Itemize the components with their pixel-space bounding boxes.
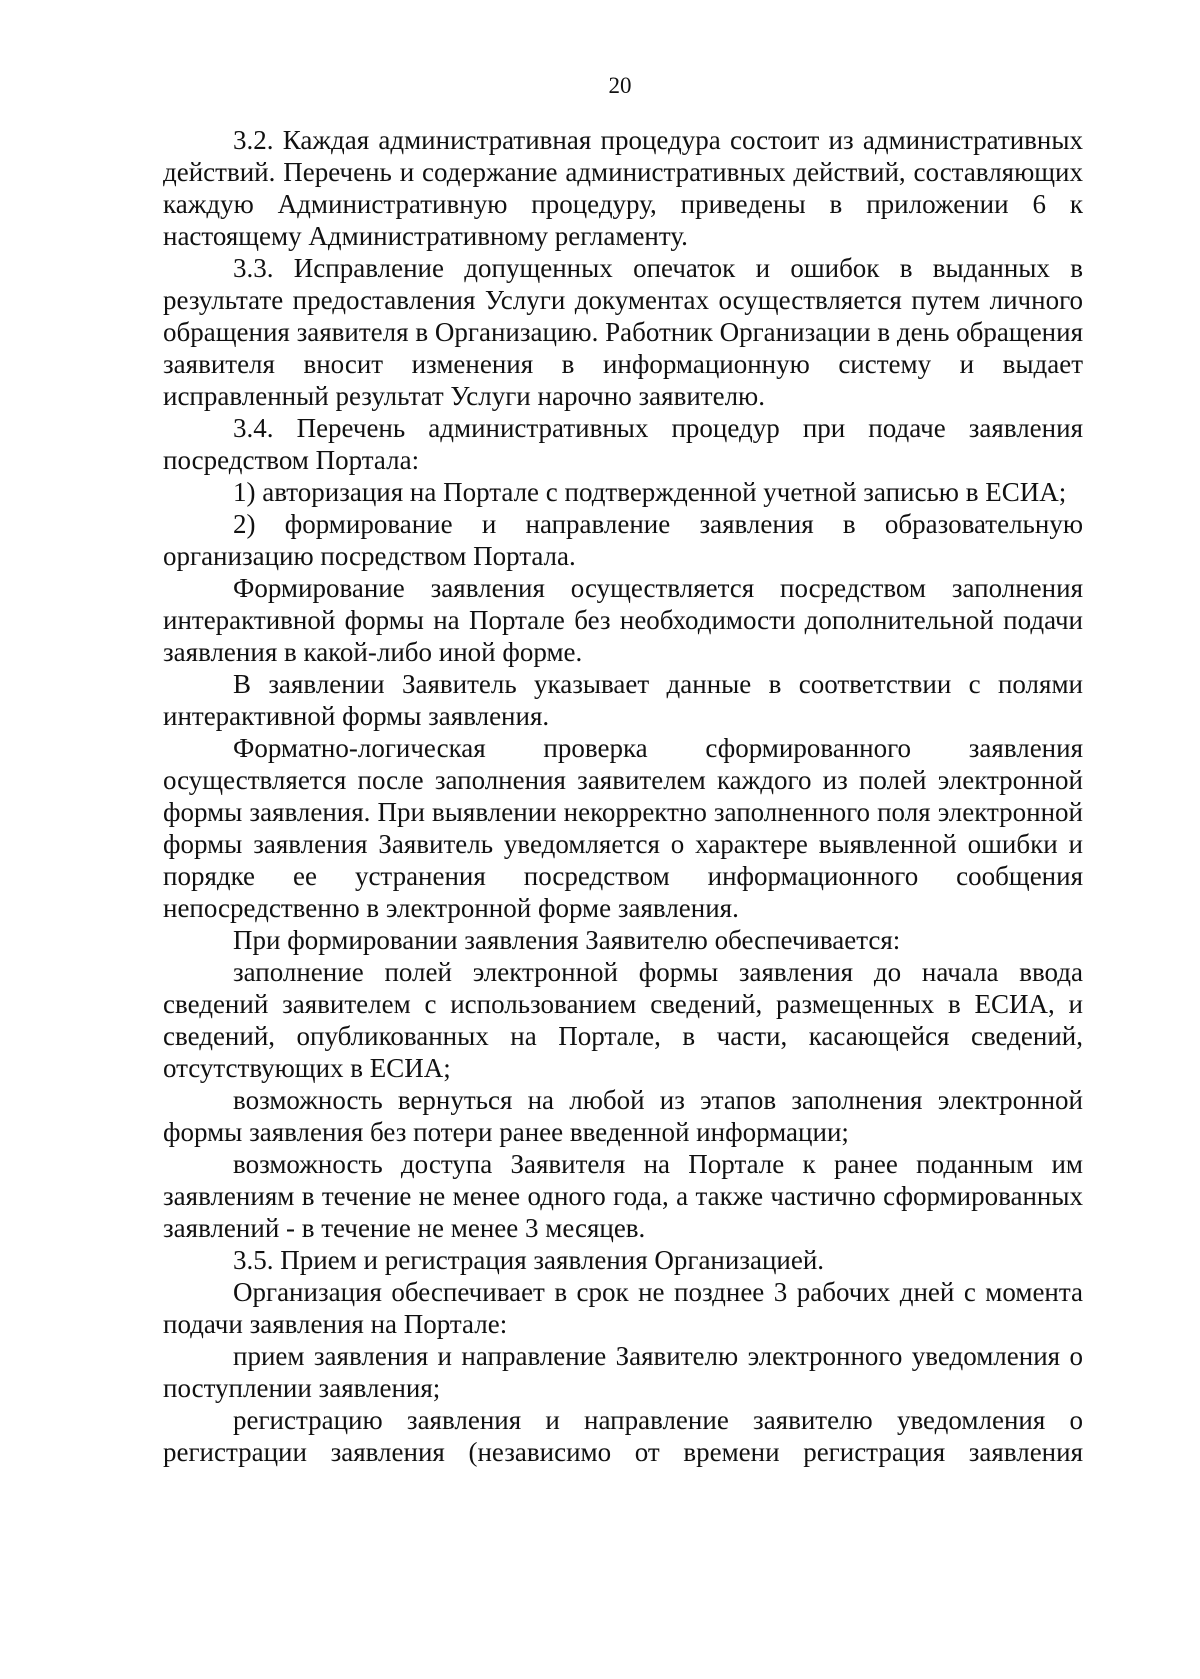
document-body: [163, 124, 1083, 1468]
list-item-1: 1) авторизация на Портале с подтвержденной учетной записью в ЕСИА;: [233, 477, 1067, 507]
paragraph-access: возможность доступа Заявителя на Портале к ранее поданным им заявлениям в течение не менее одного года, а также частично сформированных заявлений - в течение не менее 3 месяцев.: [163, 1149, 1083, 1243]
paragraph-3-2: 3.2. Каждая административная процедура состоит из административных действий. Перечень и содержание административных действий, составляющих каждую Административную процедуру, приведены в приложении 6 к настоящему Административному регламенту.: [163, 125, 1083, 251]
paragraph-field-fill: заполнение полей электронной формы заявления до начала ввода сведений заявителем с использованием сведений, размещенных в ЕСИА, и сведений, опубликованных на Портале, в части, касающейся сведений, отсутствующих в ЕСИА;: [163, 957, 1083, 1083]
paragraph-applicant-data: В заявлении Заявитель указывает данные в соответствии с полями интерактивной формы заявления.: [163, 669, 1083, 731]
paragraph-provided-list: При формировании заявления Заявителю обеспечивается:: [233, 925, 901, 955]
paragraph-form-creation: Формирование заявления осуществляется посредством заполнения интерактивной формы на Портале без необходимости дополнительной подачи заявления в какой-либо иной форме.: [163, 573, 1083, 667]
paragraph-organization: Организация обеспечивает в срок не позднее 3 рабочих дней с момента подачи заявления на Портале:: [163, 1277, 1083, 1339]
paragraph-3-3: 3.3. Исправление допущенных опечаток и ошибок в выданных в результате предоставления Услуги документах осуществляется путем личного обращения заявителя в Организацию. Работник Организации в день обращения заявителя вносит изменения в информационную систему и выдает исправленный результат Услуги нарочно заявителю.: [163, 253, 1083, 411]
paragraph-return-stage: возможность вернуться на любой из этапов заполнения электронной формы заявления без потери ранее введенной информации;: [163, 1085, 1083, 1147]
paragraph-reception: прием заявления и направление Заявителю электронного уведомления о поступлении заявления;: [163, 1341, 1083, 1403]
paragraph-registration: регистрацию заявления и направление заявителю уведомления о регистрации заявления (независимо от времени регистрация заявления: [163, 1405, 1083, 1467]
list-item-2: 2) формирование и направление заявления в образовательную организацию посредством Портала.: [163, 509, 1083, 571]
page-number: 20: [608, 73, 632, 98]
paragraph-3-4: 3.4. Перечень административных процедур при подаче заявления посредством Портала:: [163, 413, 1083, 475]
paragraph-3-5: 3.5. Прием и регистрация заявления Организацией.: [233, 1245, 825, 1275]
paragraph-format-check: Форматно-логическая проверка сформированного заявления осуществляется после заполнения заявителем каждого из полей электронной формы заявления. При выявлении некорректно заполненного поля электронной формы заявления Заявитель уведомляется о характере выявленной ошибки и порядке ее устранения посредством информационного сообщения непосредственно в электронной форме заявления.: [163, 733, 1083, 923]
